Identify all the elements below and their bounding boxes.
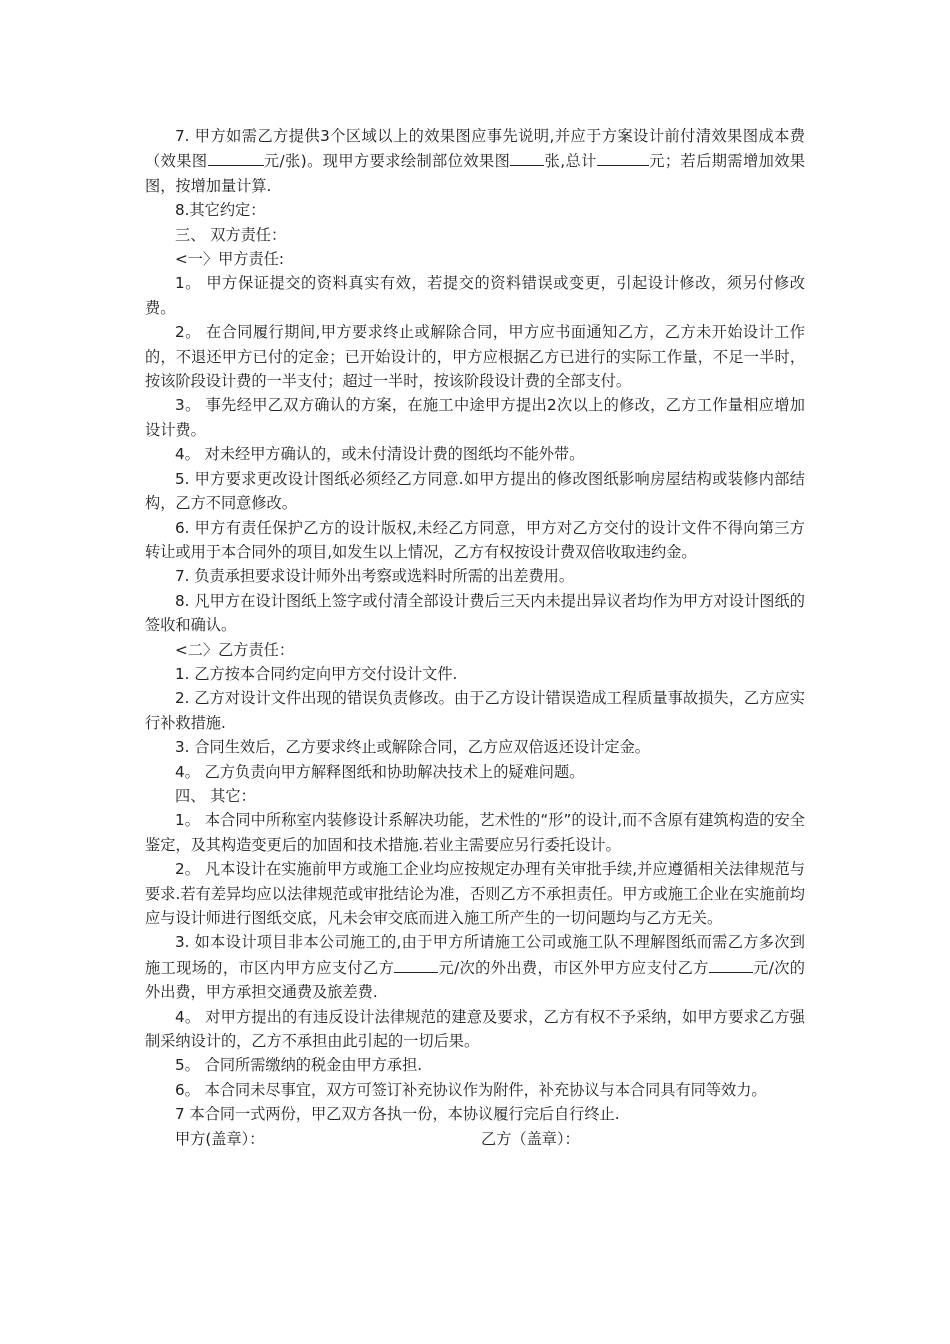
- clause-a-4: 4。 对未经甲方确认的，或未付清设计费的图纸均不能外带。: [175, 445, 585, 464]
- clause-text: 3. 如本设计项目非本公司施工的,由于甲方所请施工公司或施工队不理解图纸而需乙方多次到施工现场的，市区内甲方应支付乙方: [145, 933, 805, 977]
- clause-other-5: 5。 合同所需缴纳的税金由甲方承担.: [175, 1056, 423, 1075]
- clause-a-2: 2。 在合同履行期间,甲方要求终止或解除合同，甲方应书面通知乙方，乙方未开始设计工作的，不退还甲方已付的定金；已开始设计的，甲方应根据乙方已进行的实际工作量，不足一半时，按该阶段设计费的一半支付；超过一半时，按该阶段设计费的全部支付。: [145, 323, 805, 391]
- clause-other-4: 4。 对甲方提出的有违反设计法律规范的建意及要求，乙方有权不予采纳，如甲方要求乙方强制采纳设计的，乙方不承担由此引起的一切后果。: [145, 1007, 805, 1051]
- contract-body: [145, 124, 805, 1151]
- blank-field[interactable]: [208, 148, 264, 166]
- clause-b-2: 2. 乙方对设计文件出现的错误负责修改。由于乙方设计错误造成工程质量事故损失，乙方应实行补救措施.: [145, 689, 805, 732]
- clause-text: 张,总计: [544, 152, 597, 171]
- clause-other-terms: 8.其它约定：: [175, 201, 266, 220]
- clause-text: 元/次的外出费，市区外甲方应支付乙方: [438, 958, 709, 977]
- clause-text: 7. 甲方如需乙方提供3个区域以上的效果图应事先说明,并应于方案设计前付清效果图成本费（效果图: [145, 127, 805, 171]
- blank-field[interactable]: [597, 148, 649, 166]
- clause-other-6: 6。 本合同未尽事宜，双方可签订补充协议作为附件，补充协议与本合同具有同等效力。: [175, 1080, 767, 1099]
- clause-text: 元/张)。现甲方要求绘制部位效果图: [263, 152, 511, 171]
- clause-other-3: [145, 930, 805, 1004]
- clause-a-8: 8. 凡甲方在设计图纸上签字或付清全部设计费后三天内未提出异议者均作为甲方对设计图纸的签收和确认。: [145, 591, 805, 635]
- signature-row: [145, 1127, 805, 1151]
- section-heading-responsibilities: 三、 双方责任：: [175, 225, 287, 244]
- blank-field[interactable]: [394, 955, 438, 973]
- clause-other-2: 2。 凡本设计在实施前甲方或施工企业均应按规定办理有关审批手续,并应遵循相关法律规范与要求.若有差异均应以法律规范或审批结论为准，否则乙方不承担责任。甲方或施工企业在实施前均应与设计师进行图纸交底，凡未会审交底而进入施工所产生的一切问题均与乙方无关。: [145, 860, 805, 927]
- party-b-seal-label: 乙方（盖章）：: [481, 1129, 580, 1148]
- subsection-heading-party-a: <一〉甲方责任:: [175, 250, 284, 269]
- section-heading-other: 四、 其它：: [175, 786, 256, 805]
- clause-effect-drawings: [145, 124, 805, 198]
- blank-field[interactable]: [709, 955, 753, 973]
- clause-a-6: 6. 甲方有责任保护乙方的设计版权,未经乙方同意，甲方对乙方交付的设计文件不得向第三方转让或用于本合同外的项目,如发生以上情况，乙方有权按设计费双倍收取违约金。: [145, 518, 805, 561]
- clause-text: 元/次的外出费，甲方承担交通费及旅差费.: [145, 958, 805, 1002]
- blank-field[interactable]: [510, 148, 544, 166]
- clause-other-1: 1。 本合同中所称室内装修设计系解决功能，艺术性的“形”的设计,而不含原有建筑构造的安全鉴定，及其构造变更后的加固和技术措施.若业主需要应另行委托设计。: [145, 811, 805, 854]
- party-a-seal-label: 甲方(盖章）：: [175, 1129, 265, 1148]
- clause-a-7: 7. 负责承担要求设计师外出考察或选料时所需的出差费用。: [175, 567, 575, 586]
- subsection-heading-party-b: <二〉乙方责任：: [175, 640, 295, 659]
- clause-text: 元；若后期需增加效果图，按增加量计算.: [145, 152, 806, 195]
- clause-a-1: 1。 甲方保证提交的资料真实有效，若提交的资料错误或变更，引起设计修改，须另付修改费。: [145, 274, 805, 317]
- clause-b-1: 1. 乙方按本合同约定向甲方交付设计文件.: [175, 664, 458, 683]
- clause-a-3: 3。 事先经甲乙双方确认的方案，在施工中途甲方提出2次以上的修改，乙方工作量相应增加设计费。: [145, 396, 805, 439]
- clause-b-4: 4。 乙方负责向甲方解释图纸和协助解决技术上的疑难问题。: [175, 762, 585, 781]
- clause-other-7: 7 本合同一式两份，甲乙双方各执一份，本协议履行完后自行终止.: [175, 1105, 620, 1124]
- clause-b-3: 3. 合同生效后，乙方要求终止或解除合同，乙方应双倍返还设计定金。: [175, 738, 650, 757]
- clause-a-5: 5. 甲方要求更改设计图纸必须经乙方同意.如甲方提出的修改图纸影响房屋结构或装修内部结构，乙方不同意修改。: [145, 469, 805, 513]
